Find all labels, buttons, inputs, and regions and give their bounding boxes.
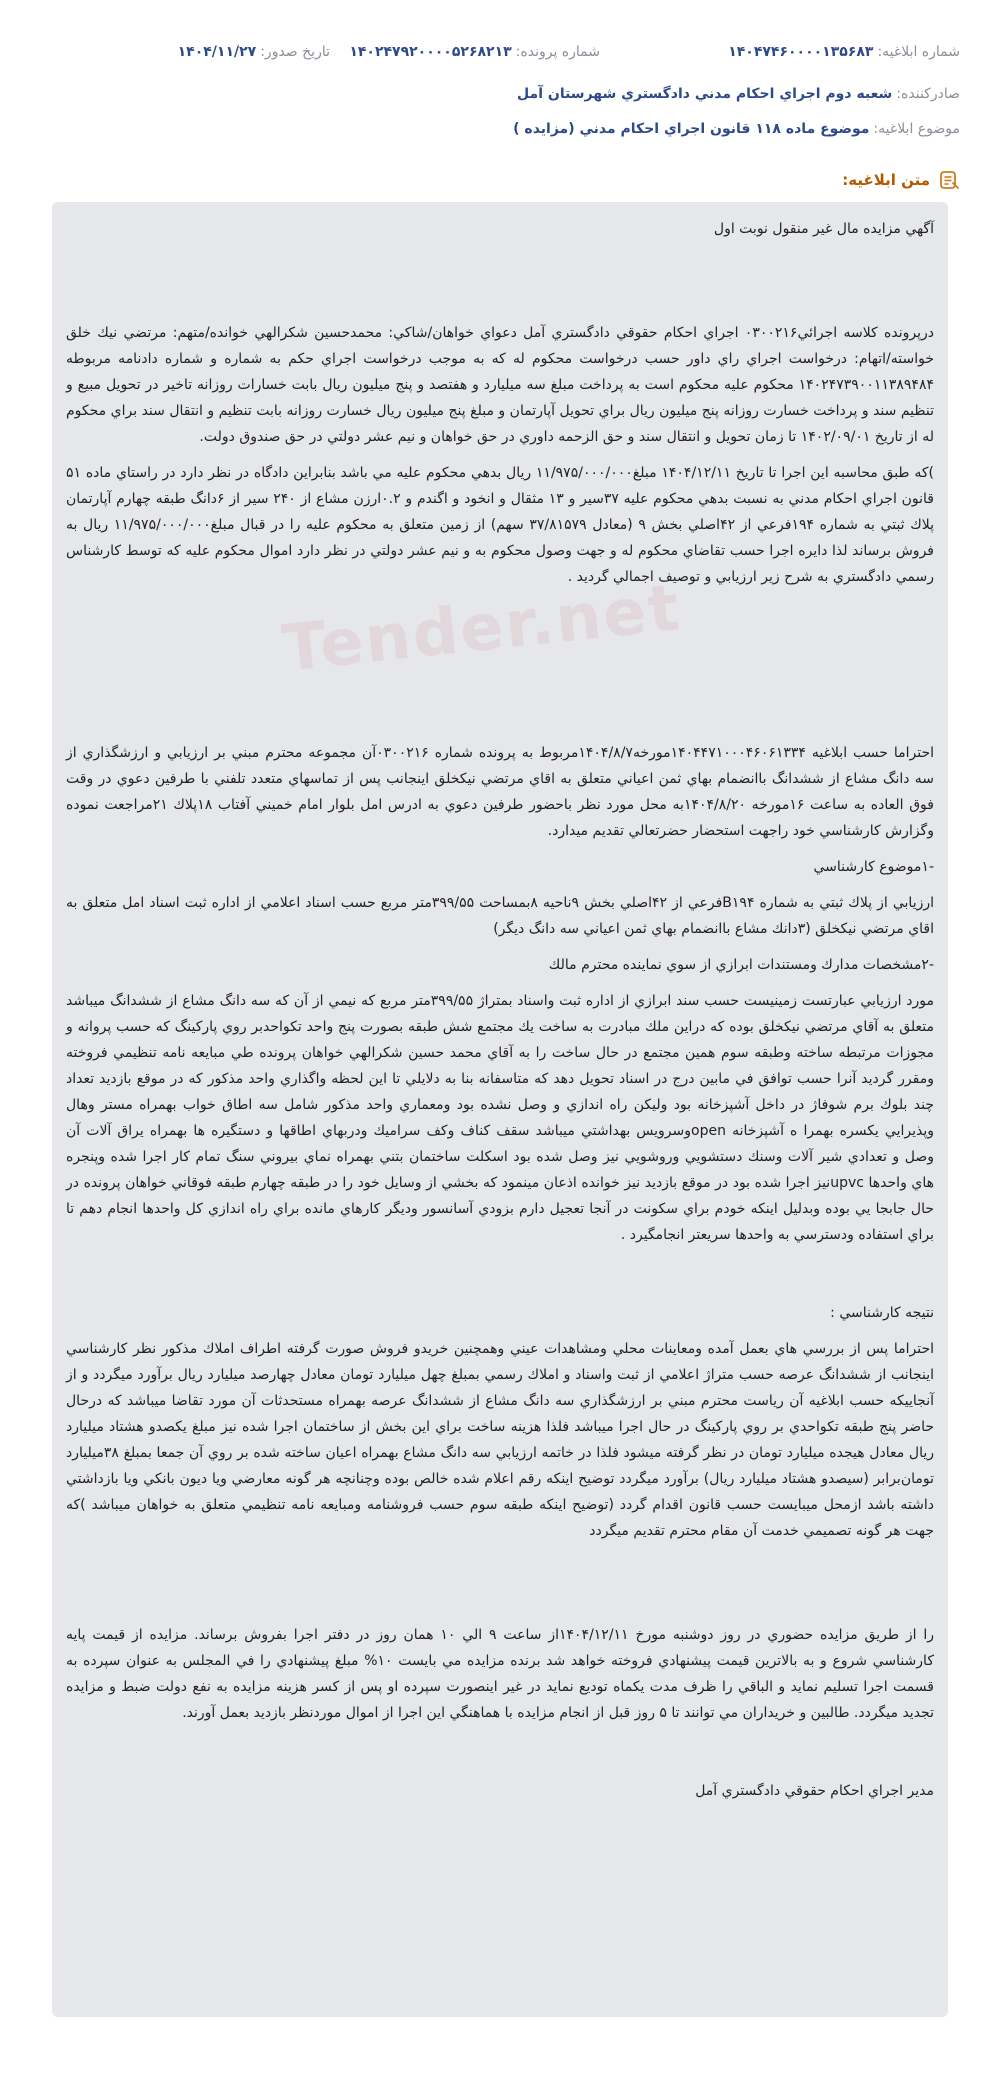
- case-number-label: شماره پرونده:: [515, 44, 600, 60]
- signature-line: مدير اجراي احكام حقوقي دادگستري آمل: [695, 1783, 934, 1799]
- issuer-label: صادرکننده:: [896, 86, 960, 102]
- issuer-value: شعبه دوم اجراي احكام مدني دادگستري شهرستان آمل: [517, 86, 893, 102]
- subject-label: موضوع ابلاغيه:: [873, 121, 960, 137]
- result-heading: نتيجه كارشناسي :: [830, 1305, 934, 1321]
- result-paragraph: احتراما پس از بررسي هاي بعمل آمده ومعاينات محلي ومشاهدات عيني وهمچنين خريدو فروش صورت گرفته اطراف املاك مذكور نظر كارشناسي اينجانب از ششدانگ عرصه حسب متراژ اعلامي از ثبت واسناد و املاك رسمي بمبلغ چهل ميليارد تومان معادل چهارصد ميليارد ريال برآورد ميگردد و از آنجاييكه حسب ابلاغيه آن رياست محترم مبني بر ارزشگذاري سه دانگ مشاع از ششدانگ عرصه بهمراه مستحدثات آن مورد تقاضا ميباشد كه درحال حاضر پنج طبقه تكواحدي بر روي پاركينگ در حال اجرا ميباشد فلذا هزينه ساخت براي اين بخش از ساختمان اجرا شده نيز مبلغ يكصدو هشتاد ميليارد ريال معادل هيجده ميليارد تومان در نظر گرفته ميشود فلذا در خاتمه ارزيابي سه دانگ مشاع بهمراه اعيان ساخته شده بر روي آن جمعا بمبلغ ۳۸ميليارد تومان‌برابر (سيصدو هشتاد ميليارد ريال) برآورد ميگردد توضيح اينكه رقم اعلام شده خالص بوده وچنانچه هر گونه معارضي ويا ديون بانكي ويا بازداشتي داشته باشد ازمحل ميبايست حسب قانون اقدام گردد (توضيح اينكه طبقه سوم حسب فروشنامه ومبايعه نامه تنظيمي متعلق به خواهان ميباشد )كه جهت هر گونه تصميمي خدمت آن مقام محترم تقديم ميگردد: [66, 1341, 934, 1539]
- auction-terms-paragraph: را از طريق مزايده حضوري در روز دوشنبه مورخ ۱۴۰۴/۱۲/۱۱از ساعت ۹ الي ۱۰ همان روز در دفتر اجرا بفروش برساند. مزايده از قيمت پايه كارشناسي شروع و به بالاترين قيمت پيشنهادي فروخته خواهد شد برنده مزايده مي بايست ۱۰% مبلغ پيشنهادي را في المجلس به عنوان سپرده به قسمت اجرا تسليم نمايد و الباقي را ظرف مدت يكماه توديع نمايد در غير اينصورت سپرده او پس از كسر هزينه مزايده به نفع دولت ضبط و مزايده تجديد ميگردد. طالبين و خريداران مي توانند تا ۵ روز قبل از انجام مزايده با هماهنگي اين اجرا از اموال موردنظر بازديد بعمل آورند.: [66, 1627, 935, 1721]
- notice-number-value: ۱۴۰۴۷۴۶۰۰۰۰۱۳۵۶۸۳: [728, 44, 874, 60]
- notice-number: [728, 44, 960, 60]
- subject-paragraph: ارزيابي از پلاك ثبتي به شماره B۱۹۴فرعي از ۴۲اصلي بخش ۹ناحيه ۸بمساحت ۳۹۹/۵۵متر مربع حسب اسناد اعلامي از اداره ثبت اسناد امل متعلق به اقاي مرتضي نيكخلق (۳دانك مشاع باانضمام بهاي ثمن اعياني سه دانگ ديگر): [66, 895, 934, 937]
- issue-date-label: تاريخ صدور:: [260, 44, 330, 60]
- subject-line: [40, 121, 960, 137]
- notice-content: [52, 216, 948, 1804]
- case-number: [349, 44, 600, 60]
- documents-heading: -۲مشخصات مدارك ومستندات ابرازي از سوي نماينده محترم مالك: [548, 957, 934, 973]
- notice-text-title: متن ابلاغيه:: [842, 171, 930, 189]
- expert-intro-paragraph: احتراما حسب ابلاغيه ۱۴۰۴۴۷۱۰۰۰۴۶۰۶۱۳۳۴مورخه۱۴۰۴/۸/۷مربوط به پرونده شماره ۰۳۰۰۲۱۶آن مجموعه محترم مبني بر ارزيابي و ارزشگذاري از سه دانگ مشاع از ششدانگ باانضمام بهاي ثمن اعياني متعلق به اقاي مرتضي نيكخلق اينجانب پس از تماسهاي متعدد تلفني با طرفين دعوي در وقت فوق العاده به ساعت ۱۶مورخه ۱۴۰۴/۸/۲۰به محل مورد نظر باحضور طرفين دعوي به ادرس امل بلوار امام خميني آفتاب ۱۸پلاك ۲۱مراجعت نموده وگزارش كارشناسي خود راجهت استحضار حضرتعالي تقديم ميدارد.: [66, 745, 934, 839]
- document-icon: [938, 169, 960, 191]
- case-paragraph: درپرونده كلاسه اجرائي۰۳۰۰۲۱۶ اجراي احكام حقوقي دادگستري آمل دعواي خواهان/شاكي: محمدحسين شكرالهي خوانده/متهم: مرتضي نيك خلق خواسته/اتهام: درخواست اجراي راي داور حسب درخواست محكوم له كه به موجب درخواست اجراي حكم به شماره و شماره دادنامه مربوطه ۱۴۰۲۴۷۳۹۰۰۱۱۳۸۹۴۸۴ محكوم عليه محكوم است به پرداخت مبلغ سه ميليارد و هفتصد و پنج ميليون ريال بابت خسارات روزانه تاخير در تحويل مبيع و تنظيم سند و پرداخت خسارت روزانه پنج ميليون ريال براي تحويل آپارتمان و مبلغ پنج ميليون ريال خسارت روزانه بابت تنظيم و انتقال سند براي محكوم له از تاريخ ۱۴۰۲/۰۹/۰۱ تا زمان تحويل و انتقال سند و حق الزحمه داوري در حق خواهان و نيم عشر دولتي در حق صندوق دولت.: [66, 325, 934, 445]
- auction-heading: آگهي مزايده مال غير منقول نوبت اول: [713, 221, 934, 237]
- issuer-line: [40, 86, 960, 102]
- notice-content-box: [52, 202, 948, 2017]
- case-number-value: ۱۴۰۲۴۷۹۲۰۰۰۰۵۲۶۸۲۱۳: [349, 44, 512, 60]
- subject-heading: -۱موضوع كارشناسي: [813, 859, 934, 875]
- issue-date-value: ۱۴۰۴/۱۱/۲۷: [177, 44, 257, 60]
- debt-paragraph: )كه طبق محاسبه اين اجرا تا تاريخ ۱۴۰۴/۱۲/۱۱ مبلغ۱۱/۹۷۵/۰۰۰/۰۰۰ ريال بدهي محكوم عليه مي باشد بنابراين دادگاه در نظر دارد در راستاي ماده ۵۱ قانون اجراي احكام مدني به نسبت بدهي محكوم عليه ۳۷سير و ۱۳ مثقال و انخود و اگندم و ۰.۲ارزن مشاع از ۲۴۰ سير از ۶دانگ طبقه چهارم آپارتمان پلاك ثبتي به شماره ۱۹۴فرعي از ۴۲اصلي بخش ۹ (معادل ۳۷/۸۱۵۷۹ سهم) از زمين متعلق به محكوم عليه را در قبال مبلغ۱۱/۹۷۵/۰۰۰/۰۰۰ ريال به فروش برساند لذا دايره اجرا حسب تقاضاي محكوم له و جهت وصول محكوم به و نيم عشر دولتي در نظر دارد اموال محكوم عليه كه توسط كارشناس رسمي دادگستري به شرح زير ارزيابي و توصيف اجمالي گرديد .: [66, 465, 935, 585]
- watermark: Tender.net: [279, 571, 685, 687]
- notice-number-label: شماره ابلاغيه:: [877, 44, 960, 60]
- notice-text-heading: [842, 166, 960, 194]
- notice-meta-row: [40, 44, 960, 72]
- issue-date: [178, 44, 330, 60]
- subject-value: موضوع ماده ۱۱۸ قانون اجراي احكام مدني (مزايده ): [513, 121, 870, 137]
- description-paragraph: مورد ارزيابي عبارتست زمينيست حسب سند ابرازي از اداره ثبت واسناد بمتراژ ۳۹۹/۵۵متر مربع كه نيمي از آن كه سه دانگ مشاع از ششدانگ ميباشد متعلق به آقاي مرتضي نيكخلق بوده كه دراين ملك مبادرت به ساخت يك مجتمع شش طبقه بصورت پنج واحد تكواحدبر روي پاركينگ كه حسب پروانه و مجوزات مرتبطه ساخته وطبقه سوم همين مجتمع در حال ساخت را به آقاي محمد حسين شكرالهي خواهان پرونده طي مبايعه نامه تنظيمي فروخته ومقرر گرديد آنرا حسب توافق في مابين درج در اسناد تحويل دهد كه متاسفانه بنا به دلايلي تا اين لحظه واگذاري واحد مذكور كه در موقع بازديد تعداد چند بلوك برم شوفاژ در داخل آشپزخانه بود وليكن راه اندازي و وصل نشده بود ومعماري واحد مذكور شامل سه اطاق خواب بهمراه مستر وهال وپذيرايي يكسره بهمرا ه آشپزخانه openوسرويس بهداشتي ميباشد سقف كناف وكف سراميك ودربهاي اطاقها و دستگيره ها بهمراه يراق آلات آن وصل و تعدادي شير آلات وسنك دستشويي وروشويي نيز وصل شده بود اسكلت ساختمان بتني بهمراه نماي بيروني سنگ تمام كار اجرا شده وپنجره هاي واحدها upvcنيز اجرا شده بود در موقع بازديد نيز خوانده اذعان مينمود كه بخشي از وسايل خود را در طبقه چهارم طبقه فوقاني خواهان پرونده در حال جابجا يي بوده وبدليل اينكه خودم براي سكونت در آنجا تعجيل دارم بزودي آسانسور وديگر كارهاي مانده براي راه اندازي كل واحدها انجام دهم تا براي استفاده ودسترسي به واحدها سريعتر انجامگيرد .: [66, 993, 934, 1243]
